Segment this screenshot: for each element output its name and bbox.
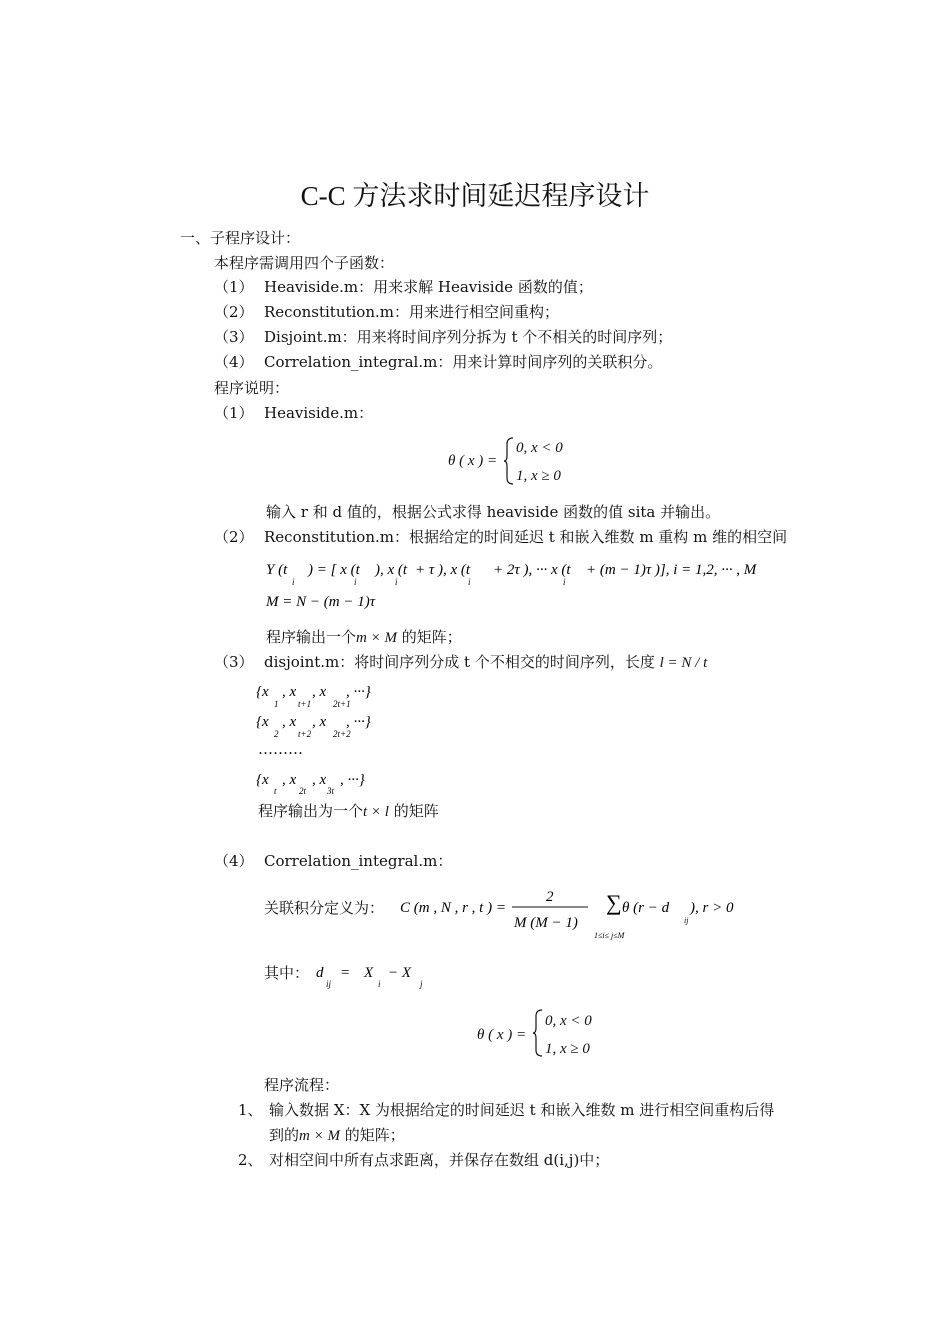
desc-heading: 程序说明：	[214, 379, 290, 397]
svg-text:i: i	[563, 577, 566, 587]
svg-text:2: 2	[274, 729, 279, 739]
svg-text:t: t	[274, 786, 277, 796]
brace-icon	[532, 1008, 544, 1058]
output-note	[266, 628, 462, 647]
svg-text:+ 2τ ), ··· x (t: + 2τ ), ··· x (t	[493, 562, 571, 578]
matrix-dim: t × l	[363, 804, 389, 820]
page-title: C-C 方法求时间延迟程序设计	[300, 181, 650, 211]
reconstitution-formula	[264, 558, 784, 614]
output-note	[258, 802, 439, 821]
heaviside-case2: 1, x ≥ 0	[516, 468, 561, 484]
svg-text:=: =	[340, 965, 351, 981]
svg-text:, x: , x	[312, 684, 327, 700]
svg-text:i: i	[292, 577, 295, 587]
flow-number: 1、	[238, 1101, 263, 1119]
svg-text:, ···}: , ···}	[346, 684, 371, 700]
output-prefix: 程序输出一个	[266, 628, 357, 646]
flow-suffix: 的矩阵；	[339, 1126, 405, 1144]
correlation-formula	[398, 884, 758, 942]
heaviside-case1: 0, x < 0	[545, 1013, 592, 1029]
length-expr: l = N / t	[659, 655, 708, 671]
svg-text:ij: ij	[326, 979, 332, 989]
svg-text:t+1: t+1	[298, 699, 312, 709]
svg-text:M = N − (m − 1)τ: M = N − (m − 1)τ	[266, 594, 376, 610]
heaviside-case2: 1, x ≥ 0	[545, 1041, 590, 1057]
svg-text:C (m , N , r , t ) =: C (m , N , r , t ) =	[400, 900, 506, 916]
svg-text:, x: , x	[282, 684, 297, 700]
svg-text:Y (t: Y (t	[266, 562, 288, 578]
svg-text:θ (r − d: θ (r − d	[622, 900, 670, 916]
svg-text:2t: 2t	[299, 786, 307, 796]
item-number: （1）	[214, 278, 254, 296]
item-text: Heaviside.m：	[264, 404, 374, 422]
item-number: （4）	[214, 353, 254, 371]
item-text	[264, 653, 707, 672]
svg-text:2: 2	[546, 889, 554, 905]
item-number: （4）	[214, 852, 254, 870]
svg-text:− X: − X	[388, 965, 412, 981]
item-number: （1）	[214, 404, 254, 422]
flow-text-cont	[269, 1126, 405, 1145]
definition-label: 关联积分定义为：	[264, 899, 385, 917]
svg-text:i: i	[378, 979, 381, 989]
svg-text:{x: {x	[256, 714, 269, 730]
brace-icon	[503, 436, 515, 486]
item-text: Reconstitution.m：用来进行相空间重构；	[264, 303, 559, 321]
svg-text:+ τ ), x (t: + τ ), x (t	[415, 562, 471, 578]
svg-text:X: X	[364, 965, 374, 981]
svg-text:, x: , x	[312, 772, 327, 788]
svg-text:, ···}: , ···}	[346, 714, 371, 730]
output-prefix: 程序输出为一个	[258, 802, 364, 820]
heaviside-note: 输入 r 和 d 值的，根据公式求得 heaviside 函数的值 sita 并输出。	[266, 503, 721, 521]
intro-text: 本程序需调用四个子函数：	[214, 254, 395, 272]
section-heading: 一、子程序设计：	[180, 229, 301, 247]
svg-text:, x: , x	[282, 772, 297, 788]
svg-text:i: i	[354, 577, 357, 587]
heaviside-lhs: θ ( x ) =	[477, 1027, 527, 1043]
svg-text:, ···}: , ···}	[340, 772, 365, 788]
item-number: （3）	[214, 653, 254, 671]
flow-text: 对相空间中所有点求距离，并保存在数组 d(i,j)中；	[269, 1151, 610, 1169]
ellipsis: ………	[258, 740, 303, 758]
svg-text:{x: {x	[256, 684, 269, 700]
svg-text:d: d	[316, 965, 324, 981]
item-number: （2）	[214, 528, 254, 546]
item-text: Reconstitution.m：根据给定的时间延迟 t 和嵌入维数 m 重构 m 维的相空间	[264, 528, 788, 546]
svg-text:, x: , x	[312, 714, 327, 730]
svg-text:M (M − 1): M (M − 1)	[514, 915, 578, 931]
flow-prefix: 到的	[269, 1126, 300, 1144]
item-text: Disjoint.m：用来将时间序列分拆为 t 个不相关的时间序列；	[264, 328, 673, 346]
svg-text:i: i	[468, 577, 471, 587]
item-text: Heaviside.m：用来求解 Heaviside 函数的值；	[264, 278, 593, 296]
item-text-body: disjoint.m：将时间序列分成 t 个不相交的时间序列，长度	[264, 653, 655, 671]
where-label: 其中：	[264, 964, 310, 982]
svg-text:i: i	[395, 577, 398, 587]
svg-text:2t+2: 2t+2	[333, 729, 351, 739]
svg-text:1: 1	[274, 699, 279, 709]
flow-text: 输入数据 X：X 为根据给定的时间延迟 t 和嵌入维数 m 进行相空间重构后得	[269, 1101, 775, 1119]
svg-text:+ (m − 1)τ )], i = 1,2, ··· ,: + (m − 1)τ )], i = 1,2, ··· , M	[586, 562, 757, 578]
svg-text:1≤i≤ j≤M: 1≤i≤ j≤M	[594, 931, 625, 940]
item-number: （2）	[214, 303, 254, 321]
svg-text:ij: ij	[684, 916, 689, 925]
svg-text:) = [ x (t: ) = [ x (t	[308, 562, 360, 578]
svg-text:3t: 3t	[327, 786, 335, 796]
item-text: Correlation_integral.m：	[264, 852, 453, 870]
item-number: （3）	[214, 328, 254, 346]
heaviside-lhs: θ ( x ) =	[448, 453, 498, 469]
svg-text:, x: , x	[282, 714, 297, 730]
output-suffix: 的矩阵；	[396, 628, 462, 646]
svg-text:2t+1: 2t+1	[333, 699, 351, 709]
svg-text:{x: {x	[256, 772, 269, 788]
svg-text:∑: ∑	[606, 890, 622, 915]
flow-number: 2、	[238, 1151, 263, 1169]
svg-text:), x (t: ), x (t	[375, 562, 408, 578]
matrix-dim: m × M	[299, 1128, 340, 1144]
svg-text:), r > 0: ), r > 0	[690, 900, 734, 916]
matrix-dim: m × M	[356, 630, 397, 646]
svg-text:j: j	[420, 979, 423, 989]
distance-formula	[314, 962, 444, 994]
flow-heading: 程序流程：	[264, 1076, 340, 1094]
item-text: Correlation_integral.m：用来计算时间序列的关联积分。	[264, 353, 663, 371]
svg-text:t+2: t+2	[298, 729, 312, 739]
output-suffix: 的矩阵	[388, 802, 439, 820]
heaviside-case1: 0, x < 0	[516, 440, 563, 456]
